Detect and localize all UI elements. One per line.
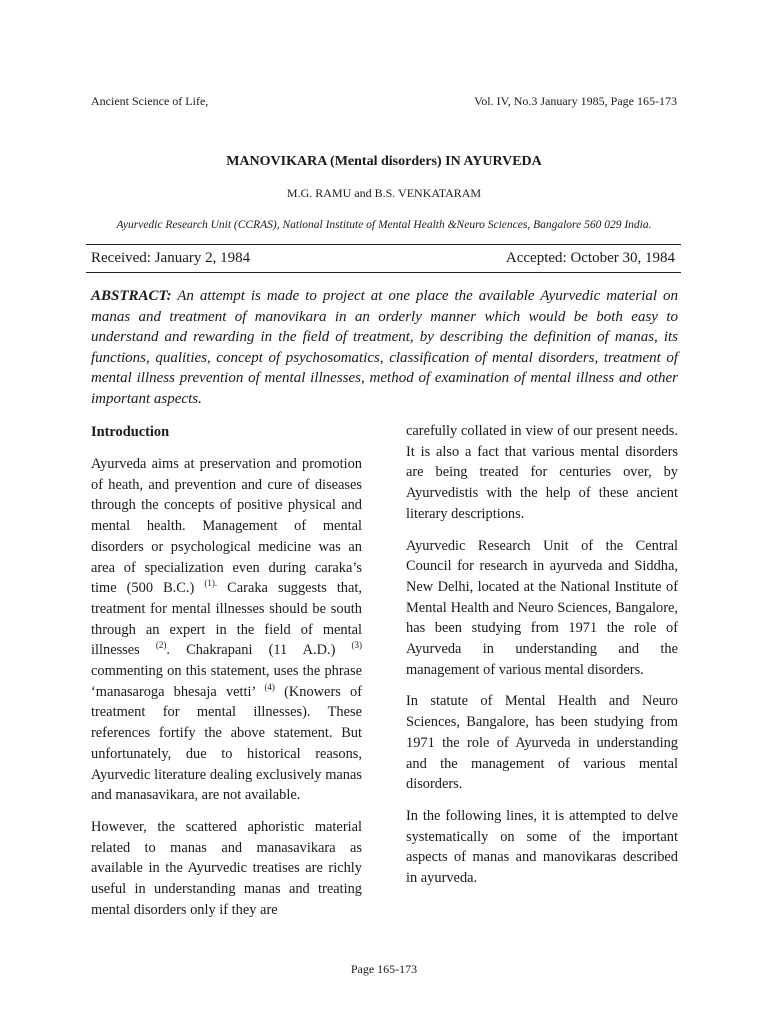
intro-paragraph-1: [91, 454, 362, 806]
abstract-label: ABSTRACT:: [91, 288, 172, 304]
received-date: Received: January 2, 1984: [91, 250, 251, 266]
p1-text-a: Ayurveda aims at preservation and promotion of heath, and prevention and cure of diseases through the concepts of positive physical and mental health. Management of mental disorders or psychological medicine was an area of specialization even during caraka’s time (500 B.C.): [91, 456, 362, 597]
journal-name: Ancient Science of Life,: [91, 94, 209, 108]
page-number: Page 165-173: [350, 962, 418, 976]
intro-paragraph-4: Ayurvedic Research Unit of the Central Council for research in ayurveda and Siddha, New Delhi, located at the National Institute of Mental Health and Neuro Sciences, Bangalore, has been studying from 1971 the role of Ayurveda in understanding and the management of various mental disorders.: [406, 537, 678, 678]
right-column: [406, 421, 678, 900]
affiliation: Ayurvedic Research Unit (CCRAS), National Institute of Mental Health &Neuro Sciences, Bangalore 560 029 India.: [116, 219, 652, 231]
ref-1: (1).: [204, 578, 218, 589]
left-column: [91, 422, 362, 931]
p1-text-d: commenting on this statement, uses the phrase ‘manasaroga bhesaja vetti’: [91, 663, 362, 700]
volume-info: Vol. IV, No.3 January 1985, Page 165-173: [474, 94, 677, 108]
divider-bottom: [86, 272, 681, 273]
intro-paragraph-2: However, the scattered aphoristic material related to manas and manasavikara as available in the Ayurvedic treatises are richly useful in understanding manas and treating mental disorders only if they are: [91, 818, 362, 918]
abstract-text: An attempt is made to project at one place the available Ayurvedic material on manas and treatment of manovikara in an orderly manner which would be both easy to understand and rewarding in the field of treatment, by describing the definition of manas, its functions, qualities, concept of psychosomatics, classification of mental disorders, treatment of mental illness prevention of mental illnesses, method of examination of mental illness and other important aspects.: [91, 288, 678, 407]
divider-top: [86, 244, 681, 245]
ref-3: (3): [351, 640, 362, 651]
section-heading: Introduction: [91, 424, 170, 440]
abstract: [91, 286, 678, 409]
intro-paragraph-6: In the following lines, it is attempted to delve systematically on some of the important aspects of manas and manovikaras described in ayurveda.: [406, 807, 678, 887]
accepted-date: Accepted: October 30, 1984: [505, 250, 675, 266]
intro-paragraph-3: carefully collated in view of our present needs. It is also a fact that various mental disorders are being treated for centuries over, by Ayurvedistis with the help of these ancient literary descriptions.: [406, 423, 678, 522]
p1-text-e: (Knowers of treatment for mental illnesses). These references fortify the above statement. But unfortunately, due to historical reasons, Ayurvedic literature dealing exclusively manas and manasavikara, are not available.: [91, 683, 362, 804]
paper-title: MANOVIKARA (Mental disorders) IN AYURVEDA: [226, 154, 542, 169]
ref-4: (4): [264, 681, 275, 692]
p1-text-b: Caraka suggests that, treatment for mental illnesses should be south through an expert in the field of mental illnesses: [91, 580, 362, 659]
p1-text-c: . Chakrapani (11 A.D.): [166, 642, 352, 659]
authors: M.G. RAMU and B.S. VENKATARAM: [286, 186, 482, 200]
intro-paragraph-5: In statute of Mental Health and Neuro Sciences, Bangalore, has been studying from 1971 the role of Ayurveda in understanding and the management of various mental disorders.: [406, 693, 678, 793]
ref-2: (2): [155, 640, 167, 651]
